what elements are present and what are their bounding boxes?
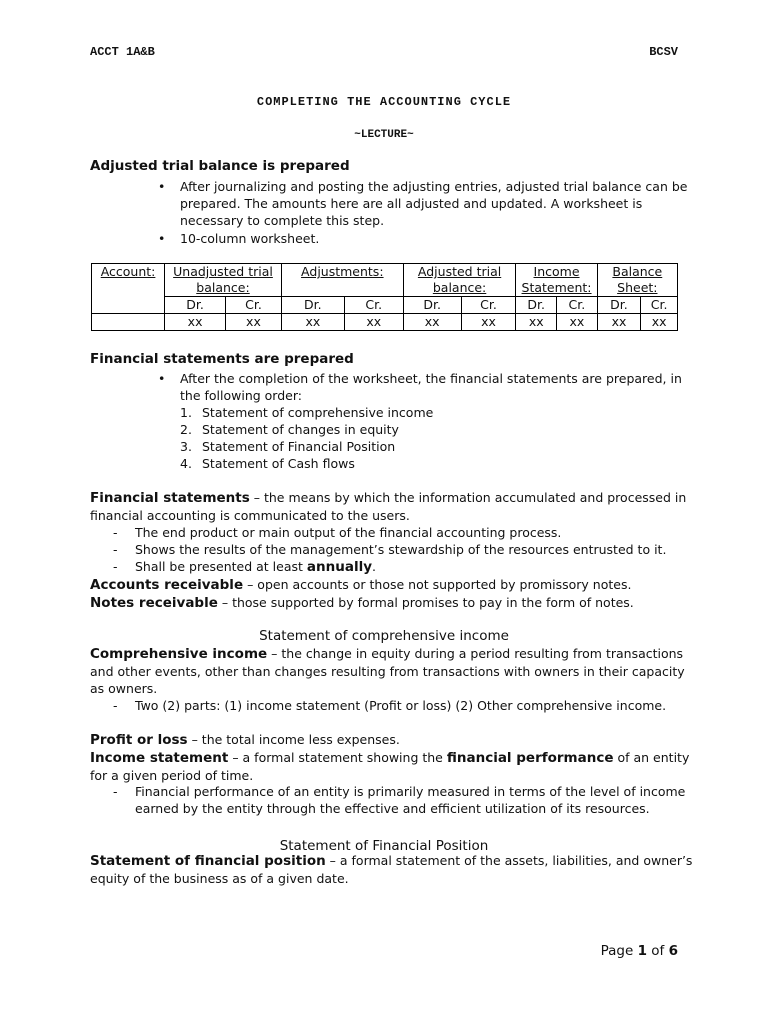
cr-header: Cr. — [557, 297, 598, 314]
header-balance-sheet: Balance Sheet: — [597, 264, 677, 297]
table-cell: xx — [597, 314, 641, 331]
table-cell: xx — [226, 314, 282, 331]
cr-header: Cr. — [344, 297, 403, 314]
bullet-icon: • — [158, 231, 166, 246]
document-subtitle: ~LECTURE~ — [354, 129, 414, 141]
table-cell: xx — [557, 314, 598, 331]
definition-financial-statements: Financial statements – the means by which the information accumulated and processed in financial accounting is communicated to the users. — [90, 490, 687, 523]
bullet-financial-statements-order — [158, 370, 682, 404]
list-item: 2. Statement of changes in equity — [180, 422, 399, 437]
term: Notes receivable — [90, 595, 218, 611]
header-course: ACCT 1A&B — [90, 45, 155, 59]
header-unadjusted-trial-balance: Unadjusted trial balance: — [165, 264, 282, 297]
document-title: COMPLETING THE ACCOUNTING CYCLE — [256, 95, 512, 109]
text-line: necessary to complete this step. — [180, 213, 385, 228]
definition-comprehensive-income: Comprehensive income – the change in equity during a period resulting from transactions and other events, other than changes resulting from transactions with owners in their capacity as owners. — [90, 646, 685, 696]
text-line: for a given period of time. — [90, 768, 254, 783]
text-line: the following order: — [180, 388, 302, 403]
definition-accounts-receivable: Accounts receivable – open accounts or those not supported by promissory notes. — [90, 577, 632, 593]
definition-profit-or-loss: Profit or loss – the total income less expenses. — [90, 732, 400, 748]
text-line: and other events, other than changes resulting from transactions with owners in their capacity — [90, 664, 685, 679]
page-number: Page 1 of 6 — [600, 943, 678, 959]
header-adjusted-trial-balance: Adjusted trial balance: — [403, 264, 516, 297]
text-line: 10-column worksheet. — [180, 231, 320, 246]
definition-income-statement: Income statement – a formal statement showing the financial performance of an entity for a given period of time. — [90, 750, 690, 783]
cr-header: Cr. — [641, 297, 678, 314]
text-line: financial accounting is communicated to the users. — [90, 508, 410, 523]
header-account: Account: — [92, 264, 165, 314]
worksheet-header-row — [92, 264, 678, 297]
list-item: 3. Statement of Financial Position — [180, 439, 396, 454]
table-cell: xx — [403, 314, 461, 331]
dr-header: Dr. — [597, 297, 641, 314]
table-cell: xx — [281, 314, 344, 331]
dr-header: Dr. — [165, 297, 226, 314]
text-line: prepared. The amounts here are all adjusted and updated. A worksheet is — [180, 196, 643, 211]
worksheet-data-row — [92, 314, 678, 331]
table-cell: xx — [516, 314, 557, 331]
cr-header: Cr. — [226, 297, 282, 314]
section-heading-adjusted-trial-balance: Adjusted trial balance is prepared — [90, 158, 350, 174]
account-cell — [92, 314, 165, 331]
list-item: - Financial performance of an entity is primarily measured in terms of the level of income — [113, 784, 686, 799]
table-cell: xx — [461, 314, 516, 331]
definition-notes-receivable: Notes receivable – those supported by formal promises to pay in the form of notes. — [90, 595, 634, 611]
term: Income statement — [90, 750, 229, 766]
definition-financial-position: Statement of financial position – a formal statement of the assets, liabilities, and owner’s equity of the business as of a given date. — [90, 853, 693, 886]
term: Accounts receivable — [90, 577, 244, 593]
list-item: 1. Statement of comprehensive income — [180, 405, 434, 420]
dr-header: Dr. — [281, 297, 344, 314]
header-income-statement: Income Statement: — [516, 264, 597, 297]
section-heading-financial-position: Statement of Financial Position — [279, 838, 489, 854]
list-item: - Two (2) parts: (1) income statement (Profit or loss) (2) Other comprehensive income. — [113, 698, 667, 713]
term: Financial statements — [90, 490, 250, 506]
section-heading-financial-statements-prepared: Financial statements are prepared — [90, 351, 354, 367]
term: Comprehensive income — [90, 646, 268, 662]
dr-header: Dr. — [516, 297, 557, 314]
ordered-list — [180, 404, 434, 472]
table-cell: xx — [641, 314, 678, 331]
term: Profit or loss — [90, 732, 188, 748]
dash-list-income-statement — [113, 783, 686, 817]
header-section: BCSV — [649, 45, 678, 59]
worksheet-drcr-row — [92, 297, 678, 314]
bullet-icon: • — [158, 179, 166, 194]
term: Statement of financial position — [90, 853, 326, 869]
bullet-10-column-worksheet — [158, 230, 320, 247]
text-line: equity of the business as of a given date. — [90, 871, 349, 886]
header-adjustments: Adjustments: — [281, 264, 403, 297]
bullet-adjusted-trial-balance — [158, 178, 688, 229]
worksheet-table — [91, 263, 678, 331]
list-item: - Shall be presented at least annually. — [113, 559, 376, 575]
list-item: - The end product or main output of the financial accounting process. — [113, 525, 562, 540]
dash-list-financial-statements — [113, 524, 667, 576]
section-heading-comprehensive-income: Statement of comprehensive income — [259, 628, 509, 644]
cr-header: Cr. — [461, 297, 516, 314]
dr-header: Dr. — [403, 297, 461, 314]
table-cell: xx — [165, 314, 226, 331]
list-item: - Shows the results of the management’s stewardship of the resources entrusted to it. — [113, 542, 667, 557]
text-line: After journalizing and posting the adjusting entries, adjusted trial balance can be — [180, 179, 688, 194]
bullet-icon: • — [158, 371, 166, 386]
list-item: 4. Statement of Cash flows — [180, 456, 355, 471]
text-line: After the completion of the worksheet, the financial statements are prepared, in — [180, 371, 682, 386]
text-line: as owners. — [90, 681, 158, 696]
table-cell: xx — [344, 314, 403, 331]
text-line: earned by the entity through the effective and efficient utilization of its resources. — [135, 801, 650, 816]
dash-list-comprehensive-income — [113, 697, 667, 714]
